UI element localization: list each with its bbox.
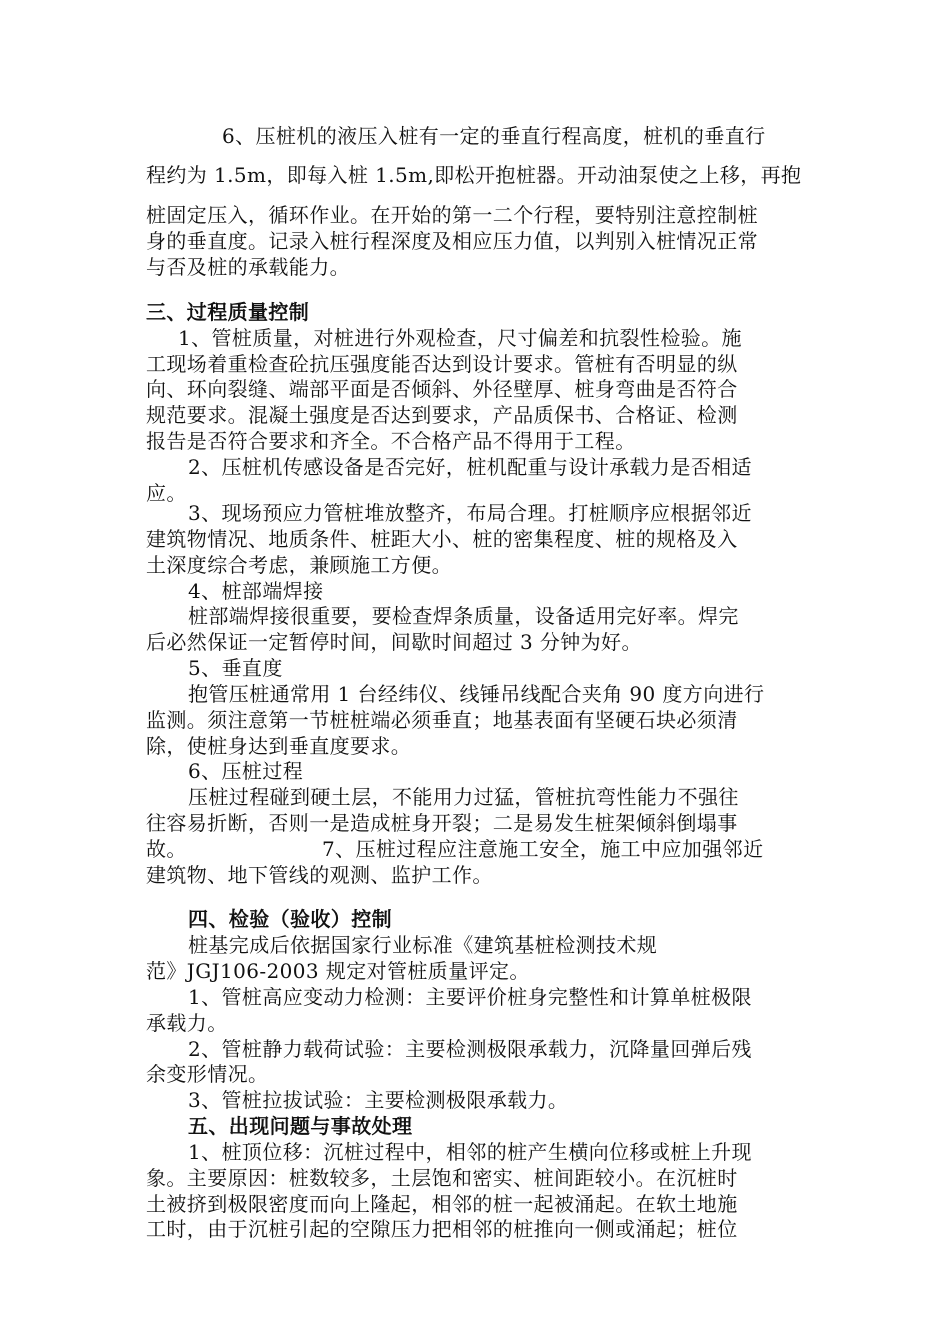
text-line: 2、压桩机传感设备是否完好，桩机配重与设计承载力是否相适 xyxy=(188,455,752,479)
text-line: 抱管压桩通常用 1 台经纬仪、线锤吊线配合夹角 90 度方向进行 xyxy=(188,682,765,706)
text-line: 建筑物、地下管线的观测、监护工作。 xyxy=(146,863,493,887)
text-line: 6、压桩过程 xyxy=(188,759,304,783)
text-line: 故。 7、压桩过程应注意施工安全，施工中应加强邻近 xyxy=(146,837,764,861)
text-line: 桩固定压入，循环作业。在开始的第一二个行程，要特别注意控制桩 xyxy=(146,203,758,227)
text-line: 3、管桩拉拔试验：主要检测极限承载力。 xyxy=(188,1088,569,1112)
text-line: 程约为 1.5m，即每入桩 1.5m,即松开抱桩器。开动油泵使之上移，再抱 xyxy=(146,163,802,187)
text-line: 报告是否符合要求和齐全。不合格产品不得用于工程。 xyxy=(146,429,636,453)
section-heading: 四、检验（验收）控制 xyxy=(188,907,392,931)
text-line: 范》JGJ106-2003 规定对管桩质量评定。 xyxy=(146,959,530,983)
text-line: 除，使桩身达到垂直度要求。 xyxy=(146,734,412,758)
text-line: 工现场着重检查砼抗压强度能否达到设计要求。管桩有否明显的纵 xyxy=(146,352,738,376)
text-line: 往容易折断，否则一是造成桩身开裂；二是易发生桩架倾斜倒塌事 xyxy=(146,811,738,835)
text-line: 身的垂直度。记录入桩行程深度及相应压力值，以判别入桩情况正常 xyxy=(146,229,758,253)
text-line: 压桩过程碰到硬土层，不能用力过猛，管桩抗弯性能力不强往 xyxy=(188,785,739,809)
text-line: 规范要求。混凝土强度是否达到要求，产品质保书、合格证、检测 xyxy=(146,403,738,427)
text-line: 1、管桩质量，对桩进行外观检查，尺寸偏差和抗裂性检验。施 xyxy=(178,326,742,350)
text-line: 6、压桩机的液压入桩有一定的垂直行程高度，桩机的垂直行 xyxy=(222,124,766,148)
text-line: 向、环向裂缝、端部平面是否倾斜、外径壁厚、桩身弯曲是否符合 xyxy=(146,377,738,401)
text-line: 桩基完成后依据国家行业标准《建筑基桩检测技术规 xyxy=(188,933,658,957)
text-line: 1、桩顶位移：沉桩过程中，相邻的桩产生横向位移或桩上升现 xyxy=(188,1140,752,1164)
section-heading: 三、过程质量控制 xyxy=(146,300,310,324)
text-line: 桩部端焊接很重要，要检查焊条质量，设备适用完好率。焊完 xyxy=(188,604,739,628)
text-line: 余变形情况。 xyxy=(146,1062,269,1086)
text-line: 承载力。 xyxy=(146,1011,228,1035)
text-line: 应。 xyxy=(146,481,187,505)
text-line: 3、现场预应力管桩堆放整齐，布局合理。打桩顺序应根据邻近 xyxy=(188,501,752,525)
text-line: 工时，由于沉桩引起的空隙压力把相邻的桩推向一侧或涌起；桩位 xyxy=(146,1217,738,1241)
text-line: 与否及桩的承载能力。 xyxy=(146,255,350,279)
section-heading: 五、出现问题与事故处理 xyxy=(188,1114,413,1138)
text-line: 1、管桩高应变动力检测：主要评价桩身完整性和计算单桩极限 xyxy=(188,985,752,1009)
text-line: 象。主要原因：桩数较多，土层饱和密实、桩间距较小。在沉桩时 xyxy=(146,1166,738,1190)
text-line: 土深度综合考虑，兼顾施工方便。 xyxy=(146,553,452,577)
text-line: 监测。须注意第一节桩桩端必须垂直；地基表面有坚硬石块必须清 xyxy=(146,708,738,732)
text-line: 土被挤到极限密度而向上隆起，相邻的桩一起被涌起。在软土地施 xyxy=(146,1192,738,1216)
text-line: 5、垂直度 xyxy=(188,656,283,680)
text-line: 建筑物情况、地质条件、桩距大小、桩的密集程度、桩的规格及入 xyxy=(146,527,738,551)
text-line: 4、桩部端焊接 xyxy=(188,579,324,603)
text-line: 2、管桩静力载荷试验：主要检测极限承载力，沉降量回弹后残 xyxy=(188,1037,752,1061)
text-line: 后必然保证一定暂停时间，间歇时间超过 3 分钟为好。 xyxy=(146,630,642,654)
